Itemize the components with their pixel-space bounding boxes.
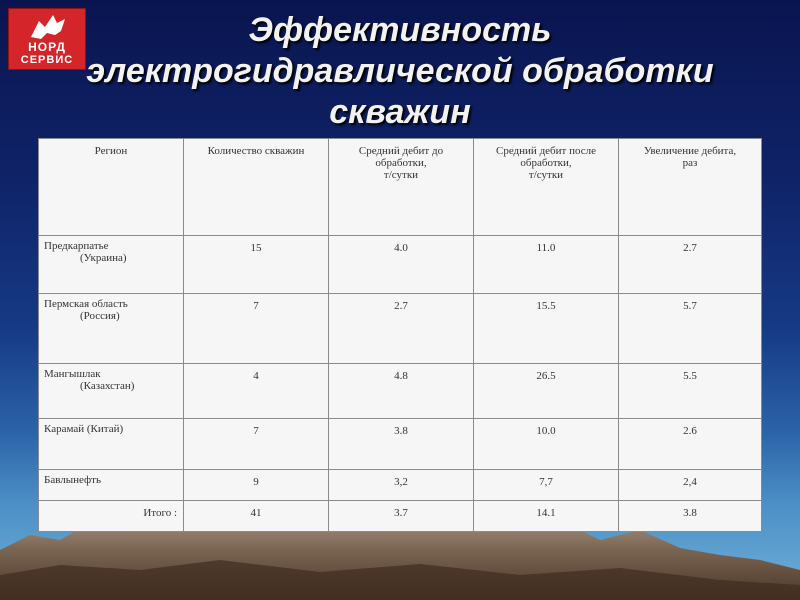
table-row: [39, 294, 762, 363]
cell-increase: 5.5: [619, 363, 762, 418]
cell-region: Бавлынефть: [39, 469, 184, 500]
table-row: [39, 363, 762, 418]
header-wells: Количество скважин: [184, 139, 329, 236]
title-line-1: Эффективность: [248, 11, 552, 49]
efficiency-table: [38, 138, 762, 532]
cell-debit-after: 7,7: [474, 469, 619, 500]
cell-wells: 7: [184, 294, 329, 363]
cell-debit-after: 15.5: [474, 294, 619, 363]
cell-total-wells: 41: [184, 500, 329, 531]
cell-debit-before: 3.8: [329, 418, 474, 469]
cell-total-after: 14.1: [474, 500, 619, 531]
header-debit-before: Средний дебит до обработки, т/сутки: [329, 139, 474, 236]
cell-total-increase: 3.8: [619, 500, 762, 531]
cell-increase: 2.7: [619, 236, 762, 294]
logo-text-line1: НОРД: [28, 40, 66, 54]
cell-region: Мангышлак (Казахстан): [39, 363, 184, 418]
cell-region: Пермская область (Россия): [39, 294, 184, 363]
title-line-3: скважин: [329, 93, 471, 131]
header-region: Регион: [39, 139, 184, 236]
cell-debit-after: 10.0: [474, 418, 619, 469]
table-row: [39, 469, 762, 500]
page-title: [60, 10, 740, 133]
header-increase: Увеличение дебита, раз: [619, 139, 762, 236]
cell-increase: 5.7: [619, 294, 762, 363]
logo-text-line2: СЕРВИС: [20, 54, 74, 66]
cell-total-before: 3.7: [329, 500, 474, 531]
table-row: [39, 418, 762, 469]
header-debit-after: Средний дебит после обработки, т/сутки: [474, 139, 619, 236]
title-line-2: электрогидравлической обработки: [86, 52, 714, 90]
cell-region: Карамай (Китай): [39, 418, 184, 469]
cell-debit-before: 4.0: [329, 236, 474, 294]
table-total-row: [39, 500, 762, 531]
cell-increase: 2,4: [619, 469, 762, 500]
cell-wells: 7: [184, 418, 329, 469]
cell-debit-before: 4.8: [329, 363, 474, 418]
cell-wells: 15: [184, 236, 329, 294]
cell-wells: 9: [184, 469, 329, 500]
table-row: [39, 236, 762, 294]
cell-debit-before: 2.7: [329, 294, 474, 363]
cell-debit-before: 3,2: [329, 469, 474, 500]
cell-debit-after: 11.0: [474, 236, 619, 294]
cell-total-label: Итого :: [39, 500, 184, 531]
table-header-row: [39, 139, 762, 236]
cell-wells: 4: [184, 363, 329, 418]
cell-increase: 2.6: [619, 418, 762, 469]
cell-region: Предкарпатье (Украина): [39, 236, 184, 294]
cell-debit-after: 26.5: [474, 363, 619, 418]
